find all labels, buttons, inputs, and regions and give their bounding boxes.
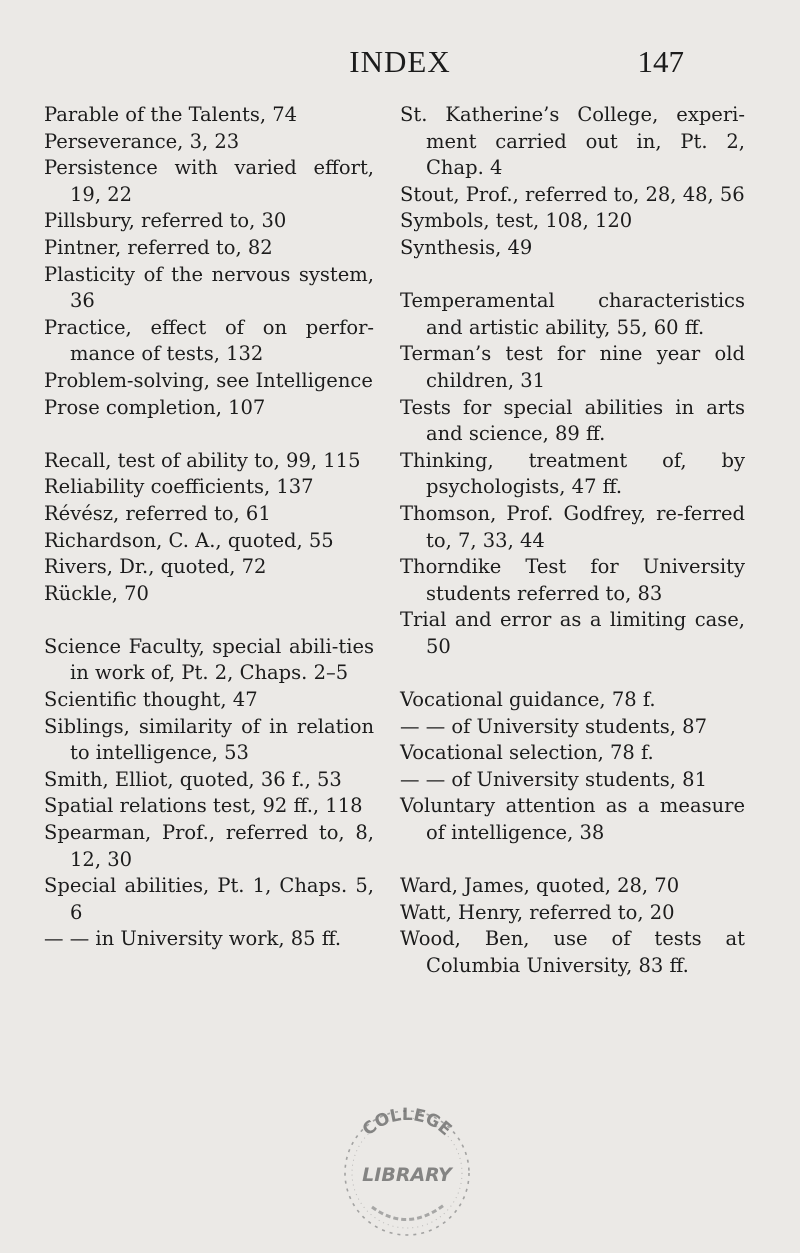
index-entry: Spearman, Prof., referred to, 8, 12, 30	[44, 821, 374, 871]
index-group-s	[44, 634, 374, 953]
index-group-r	[44, 448, 374, 608]
page-title: INDEX	[349, 44, 451, 79]
index-entry: Recall, test of ability to, 99, 115	[44, 448, 361, 472]
index-entry: Pintner, referred to, 82	[44, 235, 273, 259]
stamp-center-text: LIBRARY	[362, 1164, 452, 1186]
index-entry: Pillsbury, referred to, 30	[44, 209, 287, 233]
index-entry: Persistence with varied effort, 19, 22	[44, 156, 374, 206]
index-entry: — — of University students, 81	[400, 767, 707, 791]
index-entry: Science Faculty, special abili-ties in work of, Pt. 2, Chaps. 2–5	[44, 634, 374, 685]
stamp-bottom-arc	[372, 1205, 444, 1220]
index-entry: Voluntary attention as a measure of intelligence, 38	[400, 794, 745, 845]
index-entry: Rückle, 70	[44, 581, 149, 605]
index-entry: Thomson, Prof. Godfrey, re-ferred to, 7, 33, 44	[400, 501, 745, 552]
index-entry: Richardson, C. A., quoted, 55	[44, 528, 334, 552]
index-entry: Problem-solving, see Intelligence	[44, 368, 373, 392]
index-entry: Symbols, test, 108, 120	[400, 209, 633, 233]
index-entry: Practice, effect of on perfor-mance of tests, 132	[44, 315, 374, 366]
index-entry: Watt, Henry, referred to, 20	[400, 900, 675, 924]
index-entry: Révész, referred to, 61	[44, 501, 271, 525]
index-entry: Plasticity of the nervous system, 36	[44, 262, 374, 313]
index-entry: Rivers, Dr., quoted, 72	[44, 555, 267, 579]
left-column	[44, 102, 374, 953]
index-entry: Perseverance, 3, 23	[44, 129, 240, 153]
index-entry: Tests for special abilities in arts and science, 89 ff.	[400, 395, 745, 446]
index-entry: Trial and error as a limiting case, 50	[400, 608, 745, 658]
index-entry: — — in University work, 85 ff.	[44, 927, 342, 951]
index-entry: Vocational guidance, 78 f.	[400, 688, 656, 712]
index-entry: Thorndike Test for University students referred to, 83	[400, 555, 745, 605]
index-group-p	[44, 102, 374, 421]
index-entry: Wood, Ben, use of tests at Columbia University, 83 ff.	[400, 927, 745, 977]
index-entry: St. Katherine’s College, experi-ment carried out in, Pt. 2, Chap. 4	[400, 103, 745, 180]
index-entry: Reliability coefficients, 137	[44, 475, 314, 499]
index-group-s-cont	[400, 102, 745, 262]
index-entry: Ward, James, quoted, 28, 70	[400, 874, 680, 898]
page-number: 147	[637, 44, 684, 79]
index-group-w	[400, 873, 745, 979]
index-entry: Vocational selection, 78 f.	[400, 741, 654, 765]
stamp-top-text: COLLEGE	[358, 1104, 456, 1141]
index-entry: Siblings, similarity of in relation to intelligence, 53	[44, 714, 374, 765]
index-entry: — — of University students, 87	[400, 714, 707, 738]
index-entry: Terman’s test for nine year old children, 31	[400, 342, 745, 392]
index-entry: Spatial relations test, 92 ff., 118	[44, 794, 363, 818]
index-entry: Parable of the Talents, 74	[44, 103, 298, 126]
index-entry: Prose completion, 107	[44, 395, 266, 419]
index-entry: Special abilities, Pt. 1, Chaps. 5, 6	[44, 874, 374, 924]
index-entry: Synthesis, 49	[400, 235, 533, 259]
index-entry: Thinking, treatment of, by psychologists, 47 ff.	[400, 448, 745, 499]
index-entry: Scientific thought, 47	[44, 688, 258, 712]
library-stamp	[332, 1095, 482, 1245]
index-entry: Temperamental characteristics and artistic ability, 55, 60 ff.	[400, 289, 745, 339]
index-entry: Smith, Elliot, quoted, 36 f., 53	[44, 767, 342, 791]
index-group-t	[400, 288, 745, 660]
index-entry: Stout, Prof., referred to, 28, 48, 56	[400, 182, 745, 206]
right-column	[400, 102, 745, 980]
index-group-v	[400, 687, 745, 847]
running-head	[0, 44, 800, 84]
